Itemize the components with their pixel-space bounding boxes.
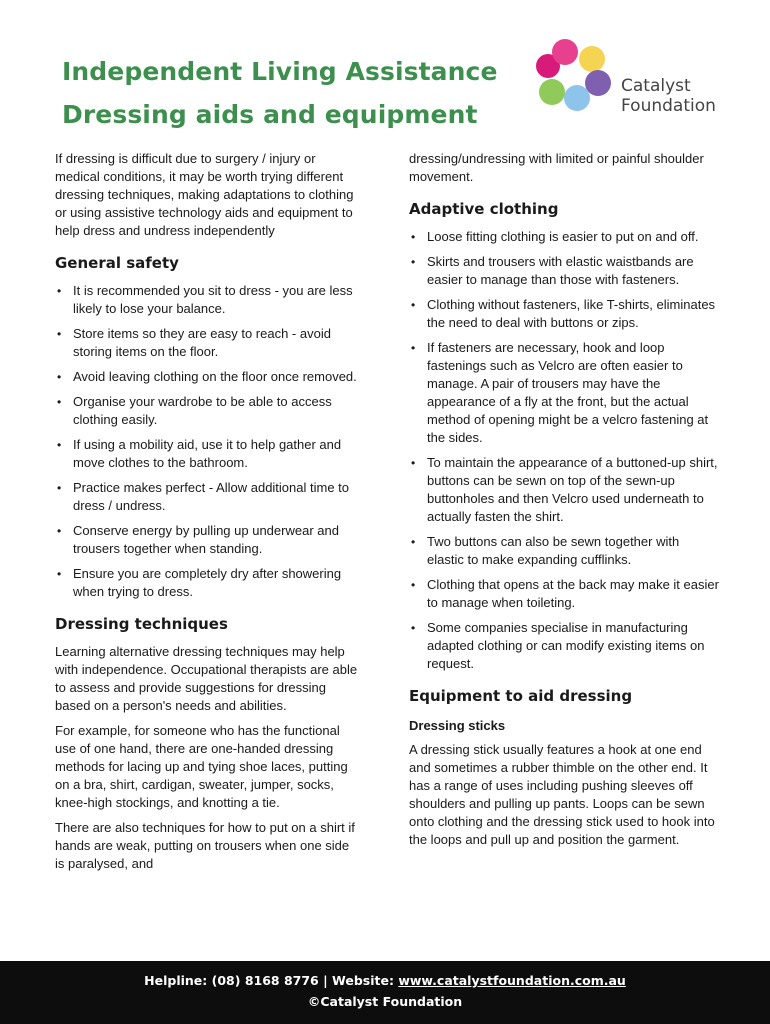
continued-paragraph: dressing/undressing with limited or painful shoulder movement. [409, 151, 704, 184]
right-column [409, 150, 719, 856]
list-item: • Two buttons can also be sewn together with elastic to make expanding cufflinks. [409, 533, 719, 569]
list-item: • Some companies specialise in manufacturing adapted clothing or can modify existing items on request. [409, 619, 719, 673]
adaptive-clothing-list [409, 228, 719, 673]
logo-circle [579, 46, 605, 72]
logo-text-line2: Foundation [621, 96, 716, 116]
list-item: • If fasteners are necessary, hook and loop fastenings such as Velcro are often easier to manage. A pair of trousers may have the appearance of a fly at the front, but the actual method of opening might be a velcro fastening at the sides. [409, 339, 719, 447]
logo-circle [585, 70, 611, 96]
techniques-paragraph: There are also techniques for how to put on a shirt if hands are weak, putting on trousers when one side is paralysed, and [55, 820, 355, 871]
list-item: • To maintain the appearance of a buttoned-up shirt, buttons can be sewn on top of the sewn-up buttonholes and then Velcro used underneath to actually fasten the shirt. [409, 454, 719, 526]
footer-helpline-line [0, 973, 770, 988]
page-subtitle: Dressing aids and equipment [62, 100, 478, 129]
dressing-sticks-paragraph: A dressing stick usually features a hook at one end and sometimes a rubber thimble on the other end. It has a range of uses including pushing sleeves off shoulders and pulling up pants. Loops can be sewn onto clothing and the dressing stick used to hook into the loops and pull up and position the garment. [409, 742, 715, 847]
list-item: • Ensure you are completely dry after showering when trying to dress. [55, 565, 358, 601]
list-item: • Store items so they are easy to reach - avoid storing items on the floor. [55, 325, 358, 361]
website-link[interactable]: www.catalystfoundation.com.au [398, 973, 626, 988]
list-item: • Avoid leaving clothing on the floor once removed. [55, 368, 358, 386]
techniques-paragraph: For example, for someone who has the functional use of one hand, there are one-handed dressing methods for lacing up and tying shoe laces, putting on a bra, shirt, cardigan, sweater, jumper, socks, knee-high stockings, and knotting a tie. [55, 723, 348, 810]
adaptive-clothing-heading: Adaptive clothing [409, 200, 559, 218]
left-column [55, 150, 358, 880]
list-item: • Clothing without fasteners, like T-shirts, eliminates the need to deal with buttons or zips. [409, 296, 719, 332]
intro-paragraph: If dressing is difficult due to surgery / injury or medical conditions, it may be worth trying different dressing techniques, making adaptations to clothing or using assistive technology aids and equipment to help dress and undress independently [55, 151, 354, 238]
general-safety-heading: General safety [55, 254, 179, 272]
logo-wordmark [621, 76, 716, 116]
logo-circle [539, 79, 565, 105]
page-header [0, 0, 770, 140]
equipment-heading: Equipment to aid dressing [409, 687, 633, 705]
list-item: • Conserve energy by pulling up underwear and trousers together when standing. [55, 522, 358, 558]
list-item: • If using a mobility aid, use it to help gather and move clothes to the bathroom. [55, 436, 358, 472]
page-title: Independent Living Assistance [62, 57, 498, 86]
list-item: • Loose fitting clothing is easier to put on and off. [409, 228, 719, 246]
dressing-techniques-heading: Dressing techniques [55, 615, 228, 633]
list-item: • Practice makes perfect - Allow additional time to dress / undress. [55, 479, 358, 515]
helpline-text: Helpline: (08) 8168 8776 | Website: [144, 973, 399, 988]
list-item: • It is recommended you sit to dress - you are less likely to lose your balance. [55, 282, 358, 318]
footer-copyright: ©Catalyst Foundation [307, 994, 463, 1009]
techniques-paragraph: Learning alternative dressing techniques may help with independence. Occupational therapists are able to assess and provide suggestions for dressing based on a person's needs and abilities. [55, 644, 358, 713]
dressing-sticks-subheading: Dressing sticks [409, 718, 506, 733]
logo-text-line1: Catalyst [621, 76, 691, 96]
list-item: • Clothing that opens at the back may make it easier to manage when toileting. [409, 576, 719, 612]
list-item: • Organise your wardrobe to be able to access clothing easily. [55, 393, 358, 429]
logo-circle [564, 85, 590, 111]
general-safety-list [55, 282, 358, 601]
page-footer [0, 961, 770, 1024]
logo-circle [552, 39, 578, 65]
list-item: • Skirts and trousers with elastic waistbands are easier to manage than those with fasteners. [409, 253, 719, 289]
